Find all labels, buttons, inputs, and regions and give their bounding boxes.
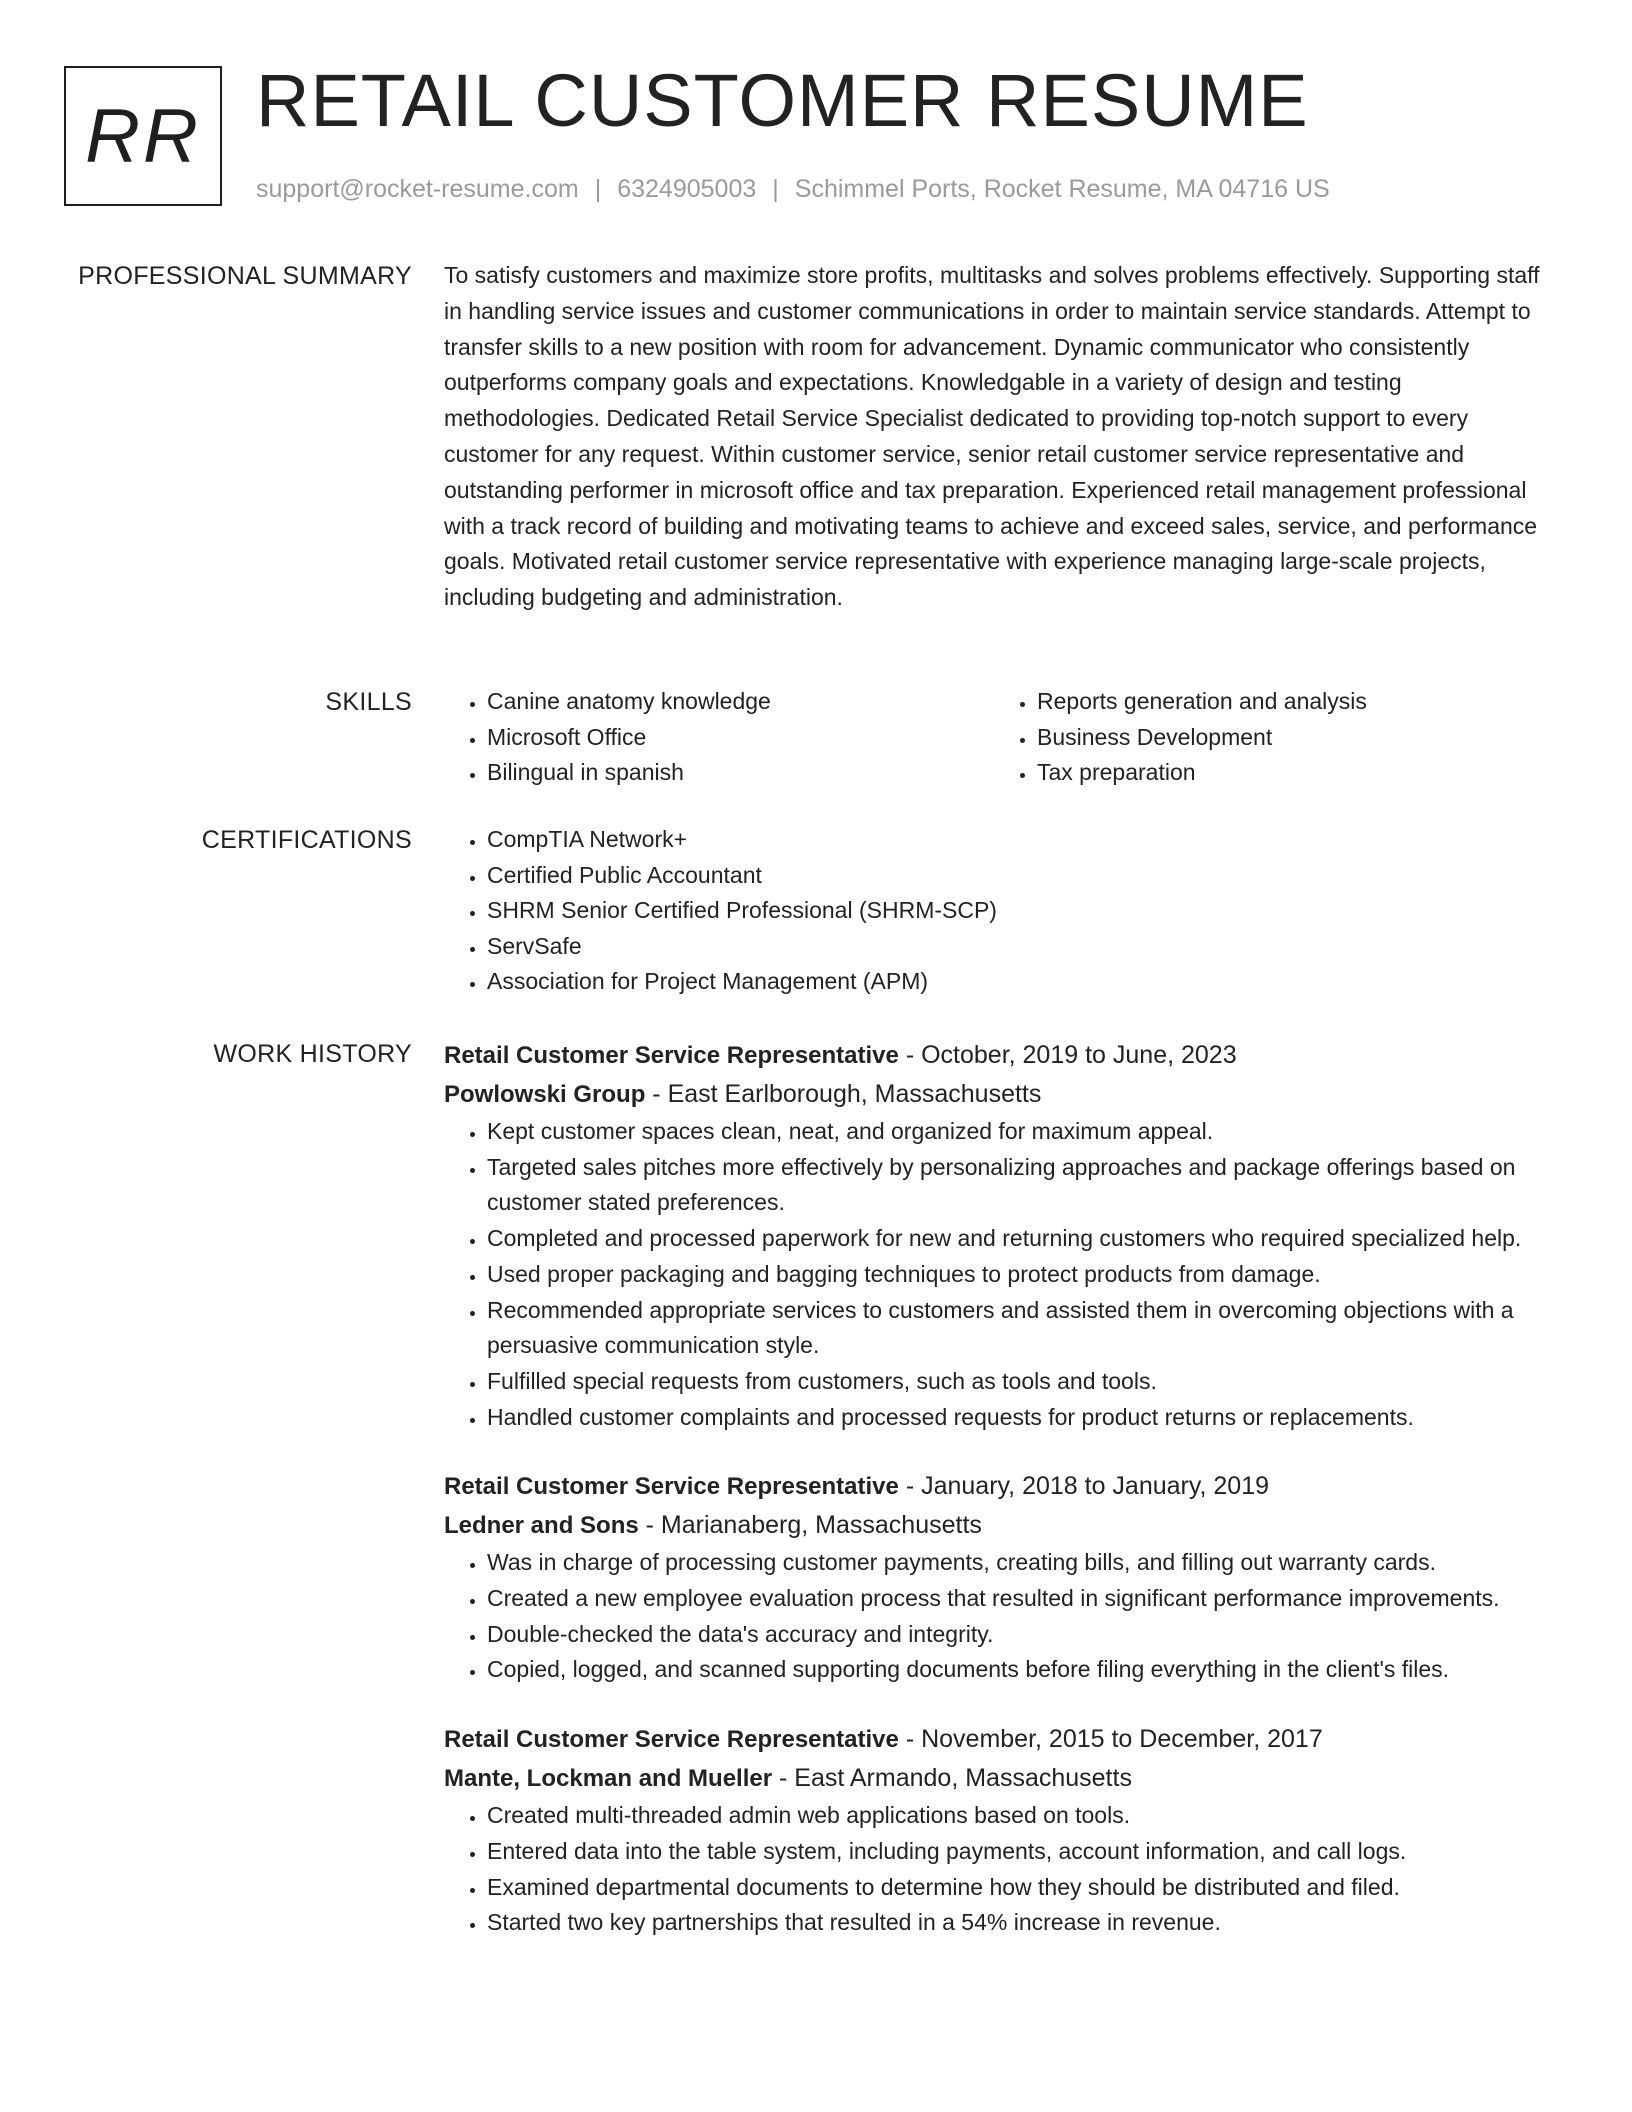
duty-item: • Handled customer complaints and processed requests for product returns or replacements. [487, 1400, 1544, 1436]
skills-list-right [994, 684, 1544, 791]
duty-item: • Completed and processed paperwork for new and returning customers who required specialized help. [487, 1221, 1544, 1257]
job-location: - East Earlborough, Massachusetts [645, 1080, 1042, 1108]
initials-text: RR [85, 93, 201, 179]
certification-item: • ServSafe [487, 929, 1544, 965]
job-title-line [444, 1720, 1544, 1759]
duty-item: • Started two key partnerships that resulted in a 54% increase in revenue. [487, 1905, 1544, 1941]
duty-item: • Was in charge of processing customer payments, creating bills, and filling out warranty cards. [487, 1545, 1544, 1581]
skill-item: • Tax preparation [1037, 755, 1544, 791]
contact-address: Schimmel Ports, Rocket Resume, MA 04716 US [794, 175, 1330, 203]
initials-logo [64, 66, 222, 206]
job-duties [444, 1545, 1544, 1688]
certification-item: • CompTIA Network+ [487, 822, 1544, 858]
job-company-line [444, 1506, 1544, 1545]
job-entry [444, 1720, 1544, 1941]
duty-item: • Targeted sales pitches more effectively by personalizing approaches and package offerings based on customer stated preferences. [487, 1150, 1544, 1221]
contact-phone: 6324905003 [617, 175, 757, 203]
job-title: Retail Customer Service Representative [444, 1726, 899, 1754]
contact-line [256, 172, 1330, 206]
job-title-line [444, 1467, 1544, 1506]
skill-item: • Business Development [1037, 720, 1544, 756]
duty-item: • Used proper packaging and bagging techniques to protect products from damage. [487, 1257, 1544, 1293]
job-duties [444, 1798, 1544, 1941]
duty-item: • Created a new employee evaluation process that resulted in significant performance improvements. [487, 1581, 1544, 1617]
duty-item: • Created multi-threaded admin web applications based on tools. [487, 1798, 1544, 1834]
job-location: - Marianaberg, Massachusetts [638, 1511, 982, 1540]
certification-item: • SHRM Senior Certified Professional (SHRM-SCP) [487, 893, 1544, 929]
skills-label: SKILLS [325, 688, 412, 716]
job-location: - East Armando, Massachusetts [772, 1764, 1132, 1793]
work-history-label: WORK HISTORY [213, 1040, 412, 1068]
job-company-line [444, 1075, 1544, 1114]
skill-item: • Bilingual in spanish [487, 755, 994, 791]
job-company: Ledner and Sons [444, 1512, 639, 1540]
skill-item: • Reports generation and analysis [1037, 684, 1544, 720]
duty-item: • Examined departmental documents to determine how they should be distributed and filed. [487, 1870, 1544, 1906]
contact-separator: | [594, 175, 602, 203]
duty-item: • Kept customer spaces clean, neat, and organized for maximum appeal. [487, 1114, 1544, 1150]
certifications-label: CERTIFICATIONS [201, 826, 412, 854]
job-dates: - January, 2018 to January, 2019 [898, 1472, 1270, 1501]
job-duties [444, 1114, 1544, 1435]
duty-item: • Recommended appropriate services to customers and assisted them in overcoming objections with a persuasive communication style. [487, 1293, 1544, 1364]
skill-item: • Microsoft Office [487, 720, 994, 756]
job-dates: - October, 2019 to June, 2023 [898, 1041, 1237, 1069]
job-entry [444, 1036, 1544, 1435]
contact-separator: | [772, 175, 779, 203]
duty-item: • Copied, logged, and scanned supporting documents before filing everything in the client's files. [487, 1652, 1544, 1688]
certifications-list [444, 822, 1544, 1000]
job-company: Mante, Lockman and Mueller [444, 1765, 773, 1793]
contact-email: support@rocket-resume.com [256, 175, 579, 203]
summary-text: To satisfy customers and maximize store profits, multitasks and solves problems effectively. Supporting staff in handling service issues and customer communications in order to maintain service standards. Attempt to transfer skills to a new position with room for advancement. Dynamic communicator who consistently outperforms company goals and expectations. Knowledgable in a variety of design and testing methodologies. Dedicated Retail Service Specialist dedicated to providing top-notch support to every customer for any request. Within customer service, senior retail customer service representative and outstanding performer in microsoft office and tax preparation. Experienced retail management professional with a track record of building and motivating teams to achieve and exceed sales, service, and performance goals. Motivated retail customer service representative with experience managing large-scale projects, including budgeting and administration. [444, 262, 1540, 611]
job-title: Retail Customer Service Representative [444, 1042, 899, 1069]
certification-item: • Association for Project Management (APM) [487, 964, 1544, 1000]
job-company: Powlowski Group [444, 1081, 646, 1108]
duty-item: • Entered data into the table system, including payments, account information, and call logs. [487, 1834, 1544, 1870]
duty-item: • Double-checked the data's accuracy and integrity. [487, 1617, 1544, 1653]
job-company-line [444, 1759, 1544, 1798]
job-dates: - November, 2015 to December, 2017 [898, 1725, 1323, 1754]
summary-label: PROFESSIONAL SUMMARY [78, 262, 412, 290]
job-entry [444, 1467, 1544, 1688]
job-title-line [444, 1036, 1544, 1075]
duty-item: • Fulfilled special requests from customers, such as tools and tools. [487, 1364, 1544, 1400]
resume-title: RETAIL CUSTOMER RESUME [256, 59, 1309, 142]
skills-list-left [444, 684, 994, 791]
skill-item: • Canine anatomy knowledge [487, 684, 994, 720]
certification-item: • Certified Public Accountant [487, 858, 1544, 894]
job-title: Retail Customer Service Representative [444, 1473, 899, 1501]
